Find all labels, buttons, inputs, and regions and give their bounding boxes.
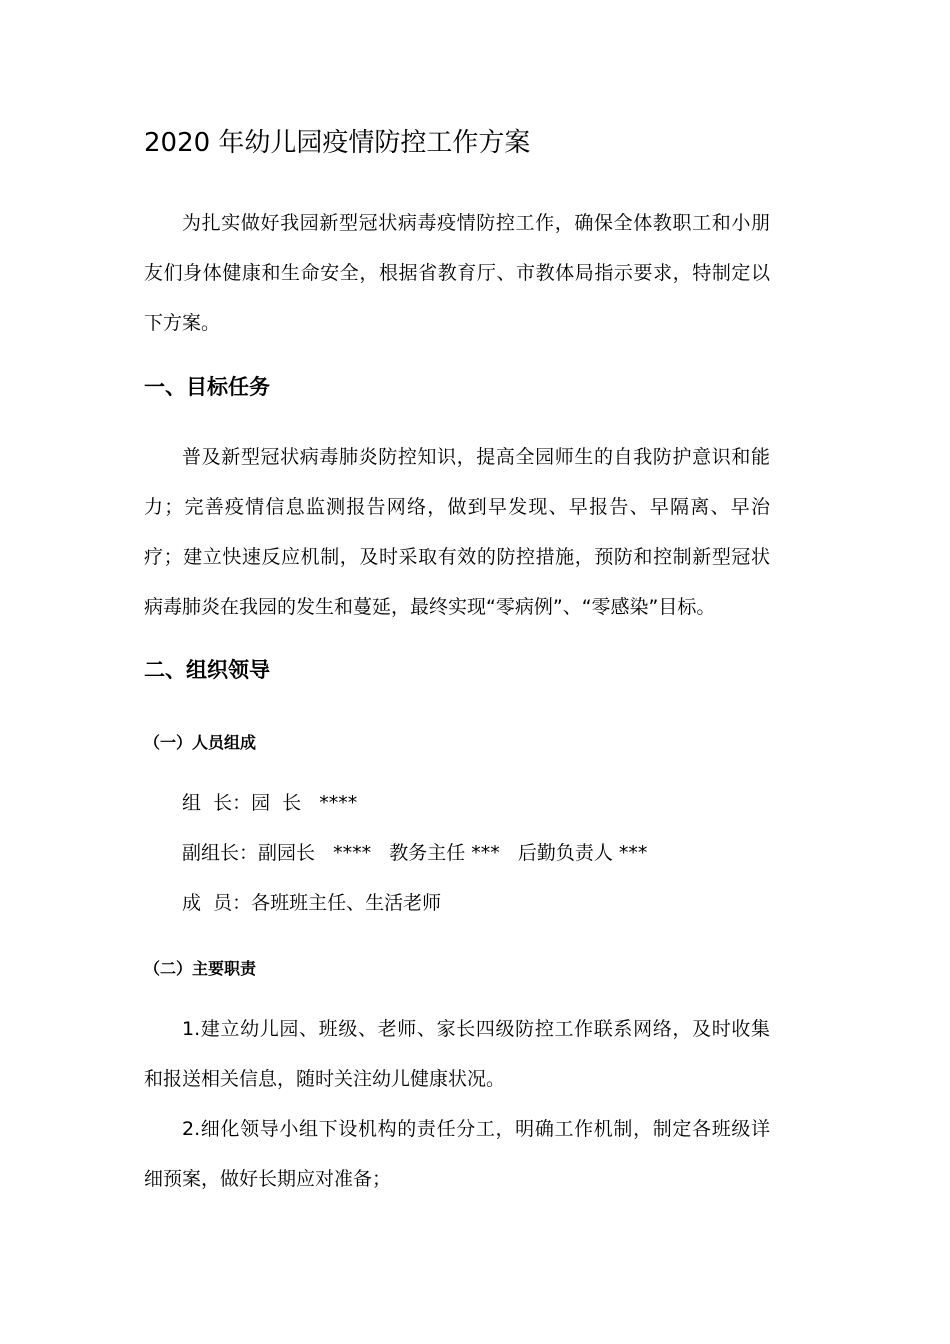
- intro-paragraph: 为扎实做好我园新型冠状病毒疫情防控工作，确保全体教职工和小朋友们身体健康和生命安全，根据省教育厅、市教体局指示要求，特制定以下方案。: [144, 212, 770, 334]
- goals-paragraph: 普及新型冠状病毒肺炎防控知识，提高全园师生的自我防护意识和能力；完善疫情信息监测报告网络，做到早发现、早报告、早隔离、早治疗；建立快速反应机制，及时采取有效的防控措施，预防和控制新型冠状病毒肺炎在我园的发生和蔓延，最终实现“零病例”、“零感染”目标。: [144, 446, 770, 618]
- duty-item-1: 1.建立幼儿园、班级、老师、家长四级防控工作联系网络，及时收集和报送相关信息，随时关注幼儿健康状况。: [144, 1018, 770, 1090]
- section-heading-goals: 一、目标任务: [144, 375, 270, 399]
- subsection-heading-duties: （二）主要职责: [144, 959, 257, 978]
- member-others: 成 员：各班班主任、生活老师: [182, 892, 442, 914]
- document-title: 2020 年幼儿园疫情防控工作方案: [144, 128, 531, 158]
- member-leader: 组 长：园 长 ****: [182, 792, 358, 814]
- member-deputy: 副组长：副园长 **** 教务主任 *** 后勤负责人 ***: [182, 842, 648, 864]
- duty-item-2: 2.细化领导小组下设机构的责任分工，明确工作机制，制定各班级详细预案，做好长期应对准备；: [144, 1118, 770, 1190]
- subsection-heading-members: （一）人员组成: [144, 733, 257, 752]
- section-heading-organization: 二、组织领导: [144, 658, 270, 682]
